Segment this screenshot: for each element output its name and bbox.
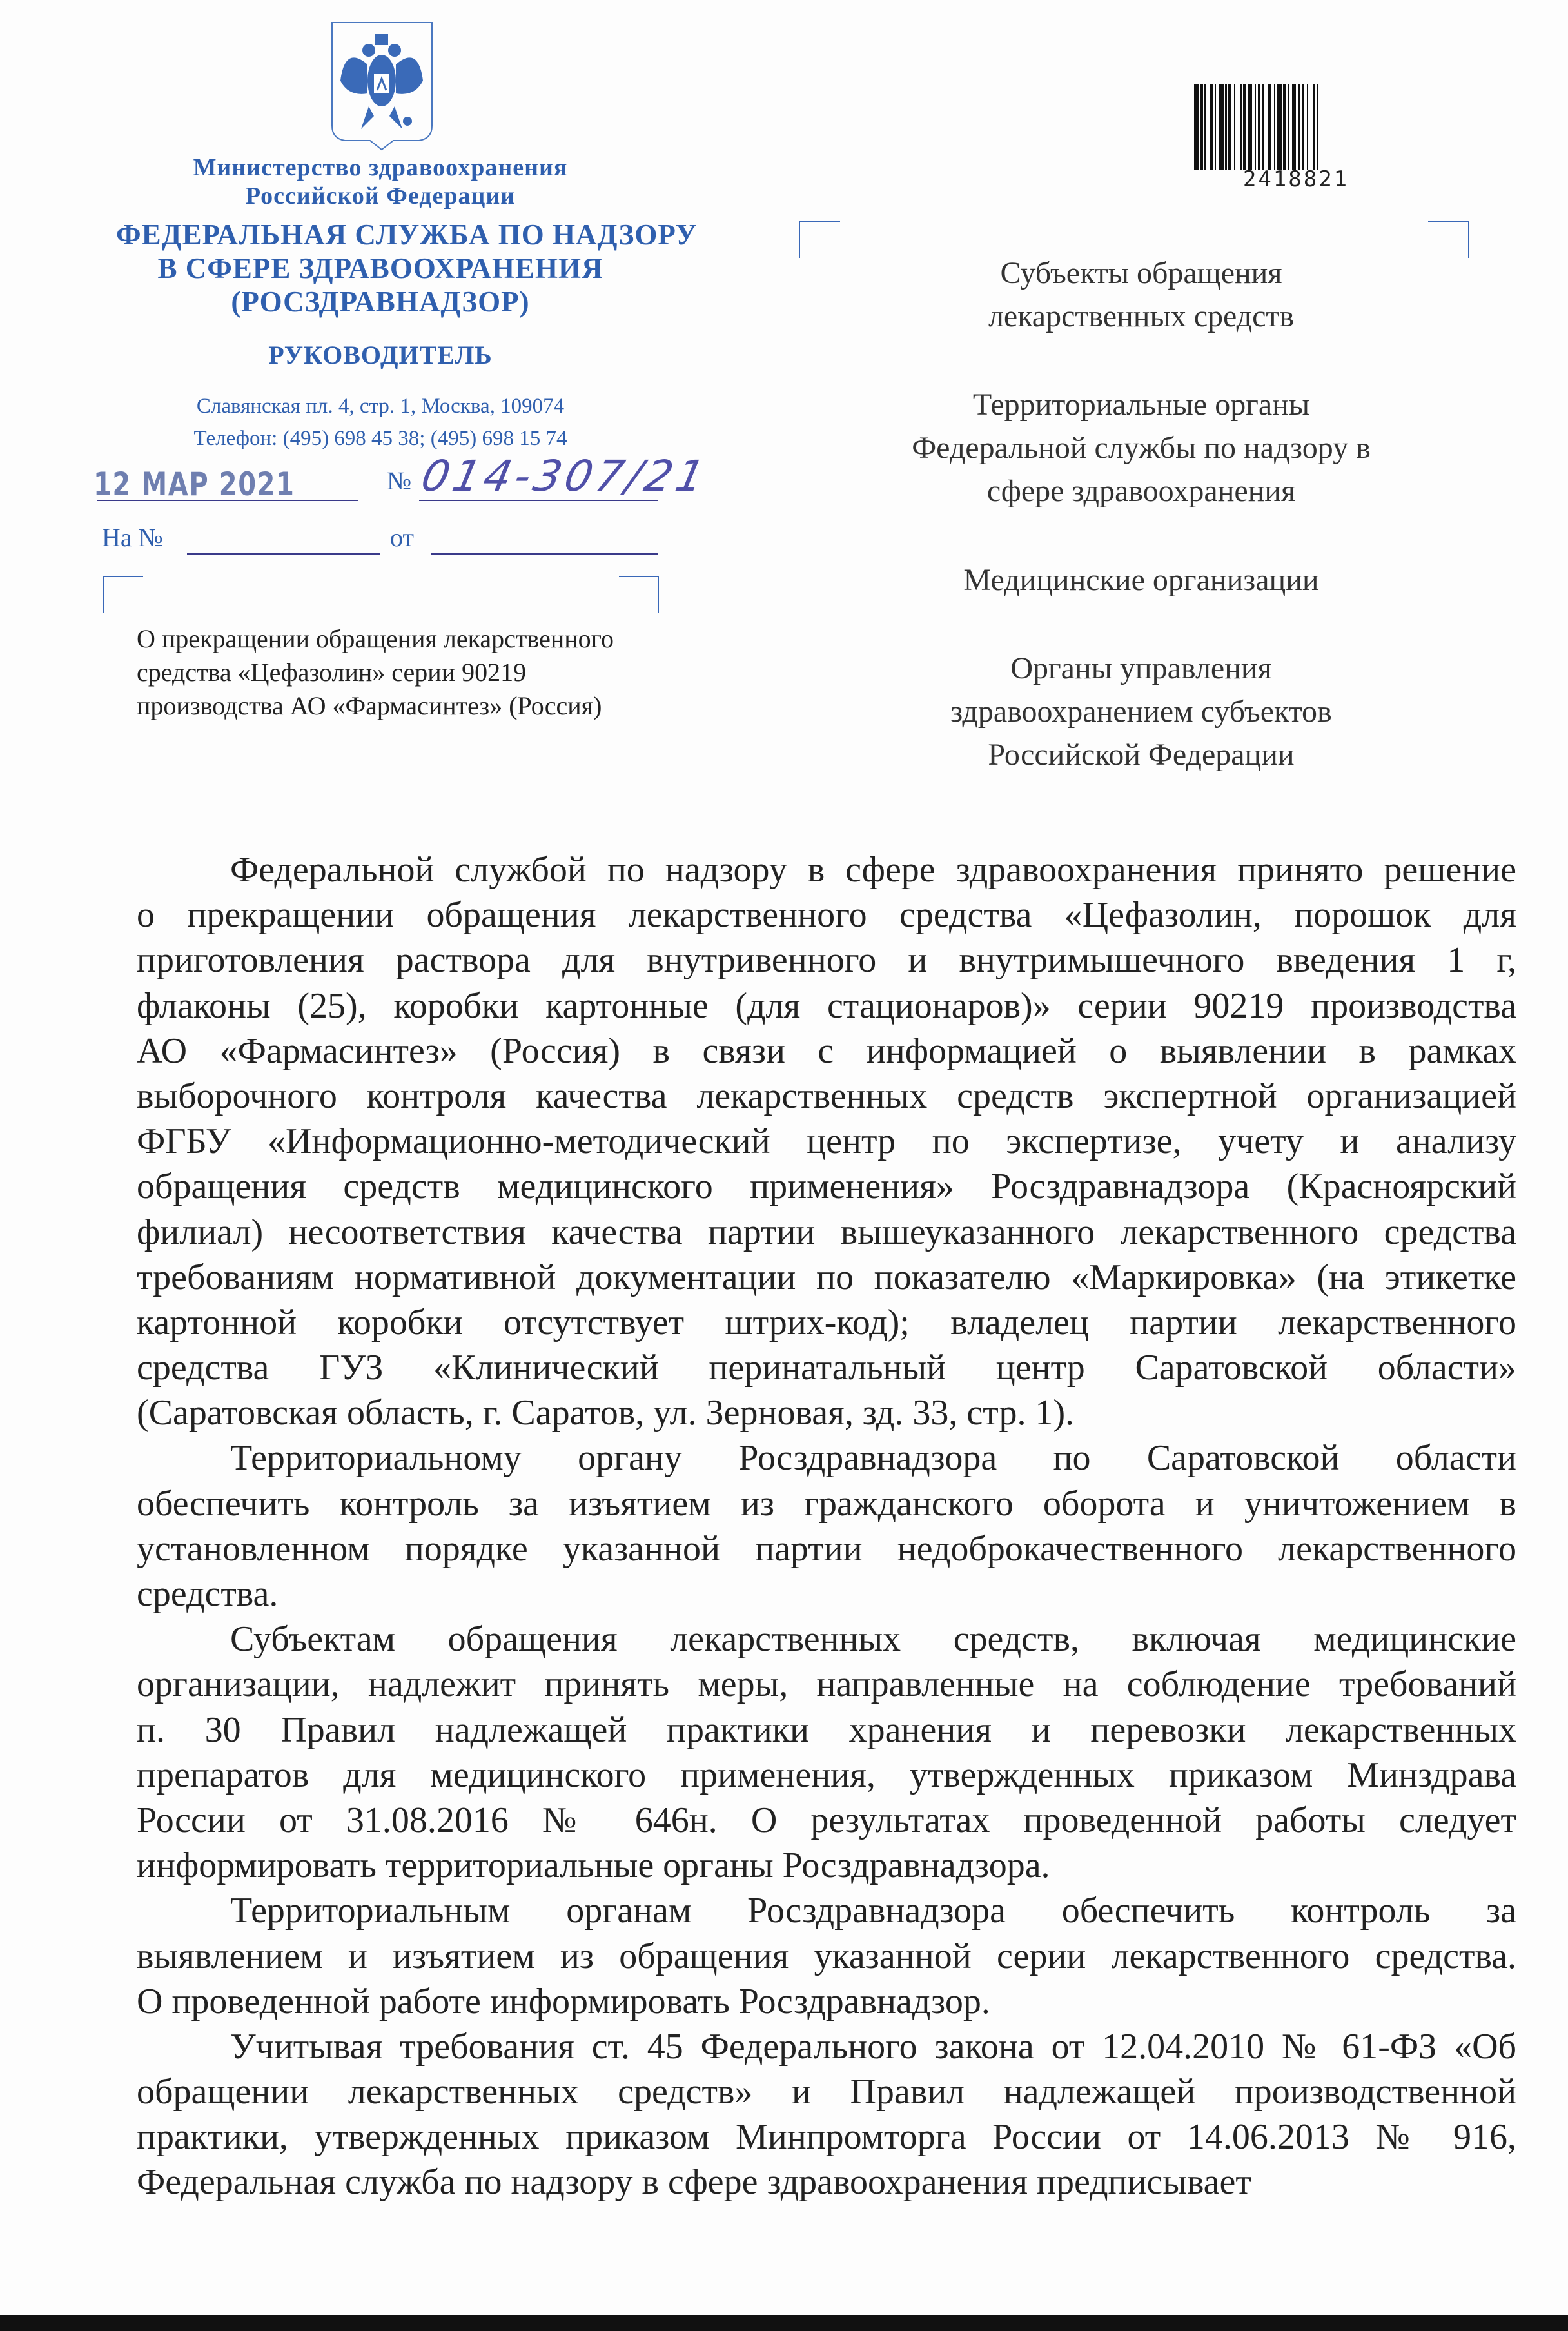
ministry-name — [116, 153, 645, 210]
phone: Телефон: (495) 698 45 38; (495) 698 15 74 — [193, 427, 567, 450]
recipient-block — [825, 251, 1457, 338]
recipient-line: здравоохранением субъектов — [950, 694, 1332, 729]
body-line: приготовления раствора для внутривенного и внутримышечного введения 1 г, — [137, 940, 1516, 981]
body-line: Федеральная служба по надзору в сфере здравоохранения предписывает — [137, 2162, 1251, 2203]
reply-label: На № — [102, 523, 163, 552]
coat-of-arms-emblem — [329, 19, 435, 152]
barcode-bar — [1308, 84, 1313, 170]
recipient-line: Российской Федерации — [988, 738, 1295, 772]
recipient-block — [825, 558, 1457, 602]
body-line: Территориальным органам Росздравнадзора обеспечить контроль за — [230, 1891, 1516, 1931]
ministry-line: Российской Федерации — [245, 182, 516, 210]
body-line: о прекращении обращения лекарственного средства «Цефазолин, порошок для — [137, 895, 1516, 936]
body-line: О проведенной работе информировать Росздравнадзор. — [137, 1981, 990, 2021]
position-title: РУКОВОДИТЕЛЬ — [268, 340, 493, 369]
number-underline — [419, 500, 658, 501]
recipient-line: Федеральной службы по надзору в — [912, 431, 1371, 465]
letter-subject — [137, 622, 614, 723]
recipient-block — [825, 647, 1457, 776]
barcode-bar — [1318, 84, 1322, 170]
body-line: Федеральной службой по надзору в сфере здравоохранения принято решение — [230, 850, 1516, 890]
body-line: обращения средств медицинского применения» Росздравнадзора (Красноярский — [137, 1166, 1516, 1207]
date-stamp: 12 МАР 2021 — [93, 466, 295, 503]
body-line: организации, надлежит принять меры, направленные на соблюдение требований — [137, 1664, 1516, 1705]
recipient-line: Медицинские организации — [963, 563, 1319, 597]
number-label: № — [387, 466, 412, 495]
recipient-line: сфере здравоохранения — [986, 474, 1296, 508]
recipient-line: Органы управления — [1010, 651, 1272, 685]
barcode-bar — [1292, 84, 1297, 170]
body-line: Учитывая требования ст. 45 Федерального закона от 12.04.2010 № 61-ФЗ «Об — [230, 2026, 1516, 2067]
scan-edge — [0, 2315, 1568, 2331]
reply-number-underline — [187, 553, 380, 555]
contact-info — [116, 390, 645, 455]
body-line: требованиям нормативной документации по показателю «Маркировка» (на этикетке — [137, 1257, 1516, 1297]
body-line: флаконы (25), коробки картонные (для стационаров)» серии 90219 производства — [137, 985, 1516, 1026]
subject-line: О прекращении обращения лекарственного — [137, 624, 614, 653]
barcode-bar — [1206, 84, 1210, 170]
agency-line: (РОСЗДРАВНАДЗОР) — [231, 286, 530, 318]
subject-bracket-left — [103, 576, 143, 613]
reply-date-underline — [431, 553, 658, 555]
subject-bracket-right — [619, 576, 659, 613]
subject-line: средства «Цефазолин» серии 90219 — [137, 658, 527, 687]
body-line: Территориальному органу Росздравнадзора по Саратовской области — [230, 1438, 1516, 1479]
barcode-number: 2418821 — [1242, 166, 1349, 192]
body-line: (Саратовская область, г. Саратов, ул. Зерновая, зд. 33, стр. 1). — [137, 1393, 1075, 1433]
barcode-bar — [1194, 84, 1199, 170]
recipient-line: лекарственных средств — [988, 299, 1295, 333]
address: Славянская пл. 4, стр. 1, Москва, 109074 — [196, 395, 565, 418]
body-line: Субъектам обращения лекарственных средств, включая медицинские — [230, 1619, 1516, 1660]
from-label: от — [390, 523, 414, 552]
ministry-line: Министерство здравоохранения — [193, 154, 568, 181]
recipient-line: Территориальные органы — [972, 388, 1310, 422]
body-line: выявлением и изъятием из обращения указанной серии лекарственного средства. — [137, 1936, 1516, 1976]
barcode-bar — [1235, 84, 1240, 170]
body-line: средства ГУЗ «Клинический перинатальный центр Саратовской области» — [137, 1348, 1516, 1388]
body-line: России от 31.08.2016 № 646н. О результатах проведенной работы следует — [137, 1800, 1516, 1840]
subject-line: производства АО «Фармасинтез» (Россия) — [137, 691, 602, 720]
body-line: картонной коробки отсутствует штрих-код); владелец партии лекарственного — [137, 1302, 1516, 1343]
agency-line: ФЕДЕРАЛЬНАЯ СЛУЖБА ПО НАДЗОРУ — [116, 219, 698, 251]
body-line: АО «Фармасинтез» (Россия) в связи с информацией о выявлении в рамках — [137, 1030, 1516, 1071]
barcode-bar — [1248, 84, 1252, 170]
date-underline — [97, 500, 358, 501]
body-line: ФГБУ «Информационно-методический центр по экспертизе, учету и анализу — [137, 1121, 1516, 1162]
body-line: обращении лекарственных средств» и Правил надлежащей производственной — [137, 2072, 1516, 2112]
barcode-bar — [1277, 84, 1282, 170]
letter-body — [137, 847, 1516, 2205]
agency-name — [116, 218, 698, 319]
body-line: информировать территориальные органы Росздравнадзора. — [137, 1845, 1050, 1886]
recipient-line: Субъекты обращения — [1000, 256, 1282, 290]
body-line: практики, утвержденных приказом Минпромторга России от 14.06.2013 № 916, — [137, 2117, 1516, 2158]
body-line: средства. — [137, 1574, 279, 1614]
handwritten-number: 014-307/21 — [416, 451, 713, 501]
barcode-bar — [1219, 84, 1224, 170]
body-line: п. 30 Правил надлежащей практики хранения и перевозки лекарственных — [137, 1709, 1516, 1750]
body-line: выборочного контроля качества лекарственных средств экспертной организацией — [137, 1076, 1516, 1116]
barcode — [1194, 84, 1386, 170]
body-line: филиал) несоответствия качества партии вышеуказанного лекарственного средства — [137, 1212, 1516, 1252]
body-line: установленном порядке указанной партии недоброкачественного лекарственного — [137, 1528, 1516, 1569]
agency-line: В СФЕРЕ ЗДРАВООХРАНЕНИЯ — [157, 252, 603, 284]
body-line: препаратов для медицинского применения, утвержденных приказом Минздрава — [137, 1755, 1516, 1795]
barcode-bar — [1264, 84, 1268, 170]
body-line: обеспечить контроль за изъятием из гражданского оборота и уничтожением в — [137, 1483, 1516, 1524]
recipient-block — [825, 383, 1457, 513]
